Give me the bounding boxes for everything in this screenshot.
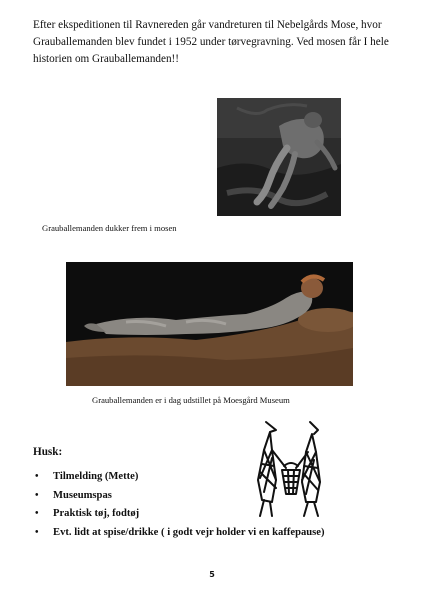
husk-item-label: Tilmelding (Mette)	[53, 471, 139, 482]
page-number: 5	[209, 570, 215, 579]
husk-item-label: Evt. lidt at spise/drikke ( i godt vejr holder vi en kaffepause)	[53, 526, 325, 538]
bullet-icon: •	[35, 526, 39, 538]
husk-item-label: Praktisk tøj, fodtøj	[53, 508, 140, 519]
museum-photo	[66, 262, 353, 386]
intro-paragraph: Efter ekspeditionen til Ravnereden går vandreturen til Nebelgårds Mose, hvor Grauballemanden blev fundet i 1952 under tørvegravning. Ved mosen får I hele historien om Grauballemanden!!	[33, 19, 389, 65]
husk-item	[33, 524, 325, 543]
bullet-icon: •	[35, 489, 39, 501]
husk-heading: Husk:	[33, 446, 63, 458]
bullet-icon: •	[35, 508, 39, 519]
bullet-icon: •	[35, 471, 39, 482]
bog-photo	[217, 98, 341, 216]
figures-illustration-icon	[252, 420, 330, 518]
photo-caption-museum: Grauballemanden er i dag udstillet på Moesgård Museum	[92, 395, 290, 405]
photo-caption-bog: Grauballemanden dukker frem i mosen	[42, 223, 177, 233]
husk-item-label: Museumspas	[53, 489, 112, 501]
